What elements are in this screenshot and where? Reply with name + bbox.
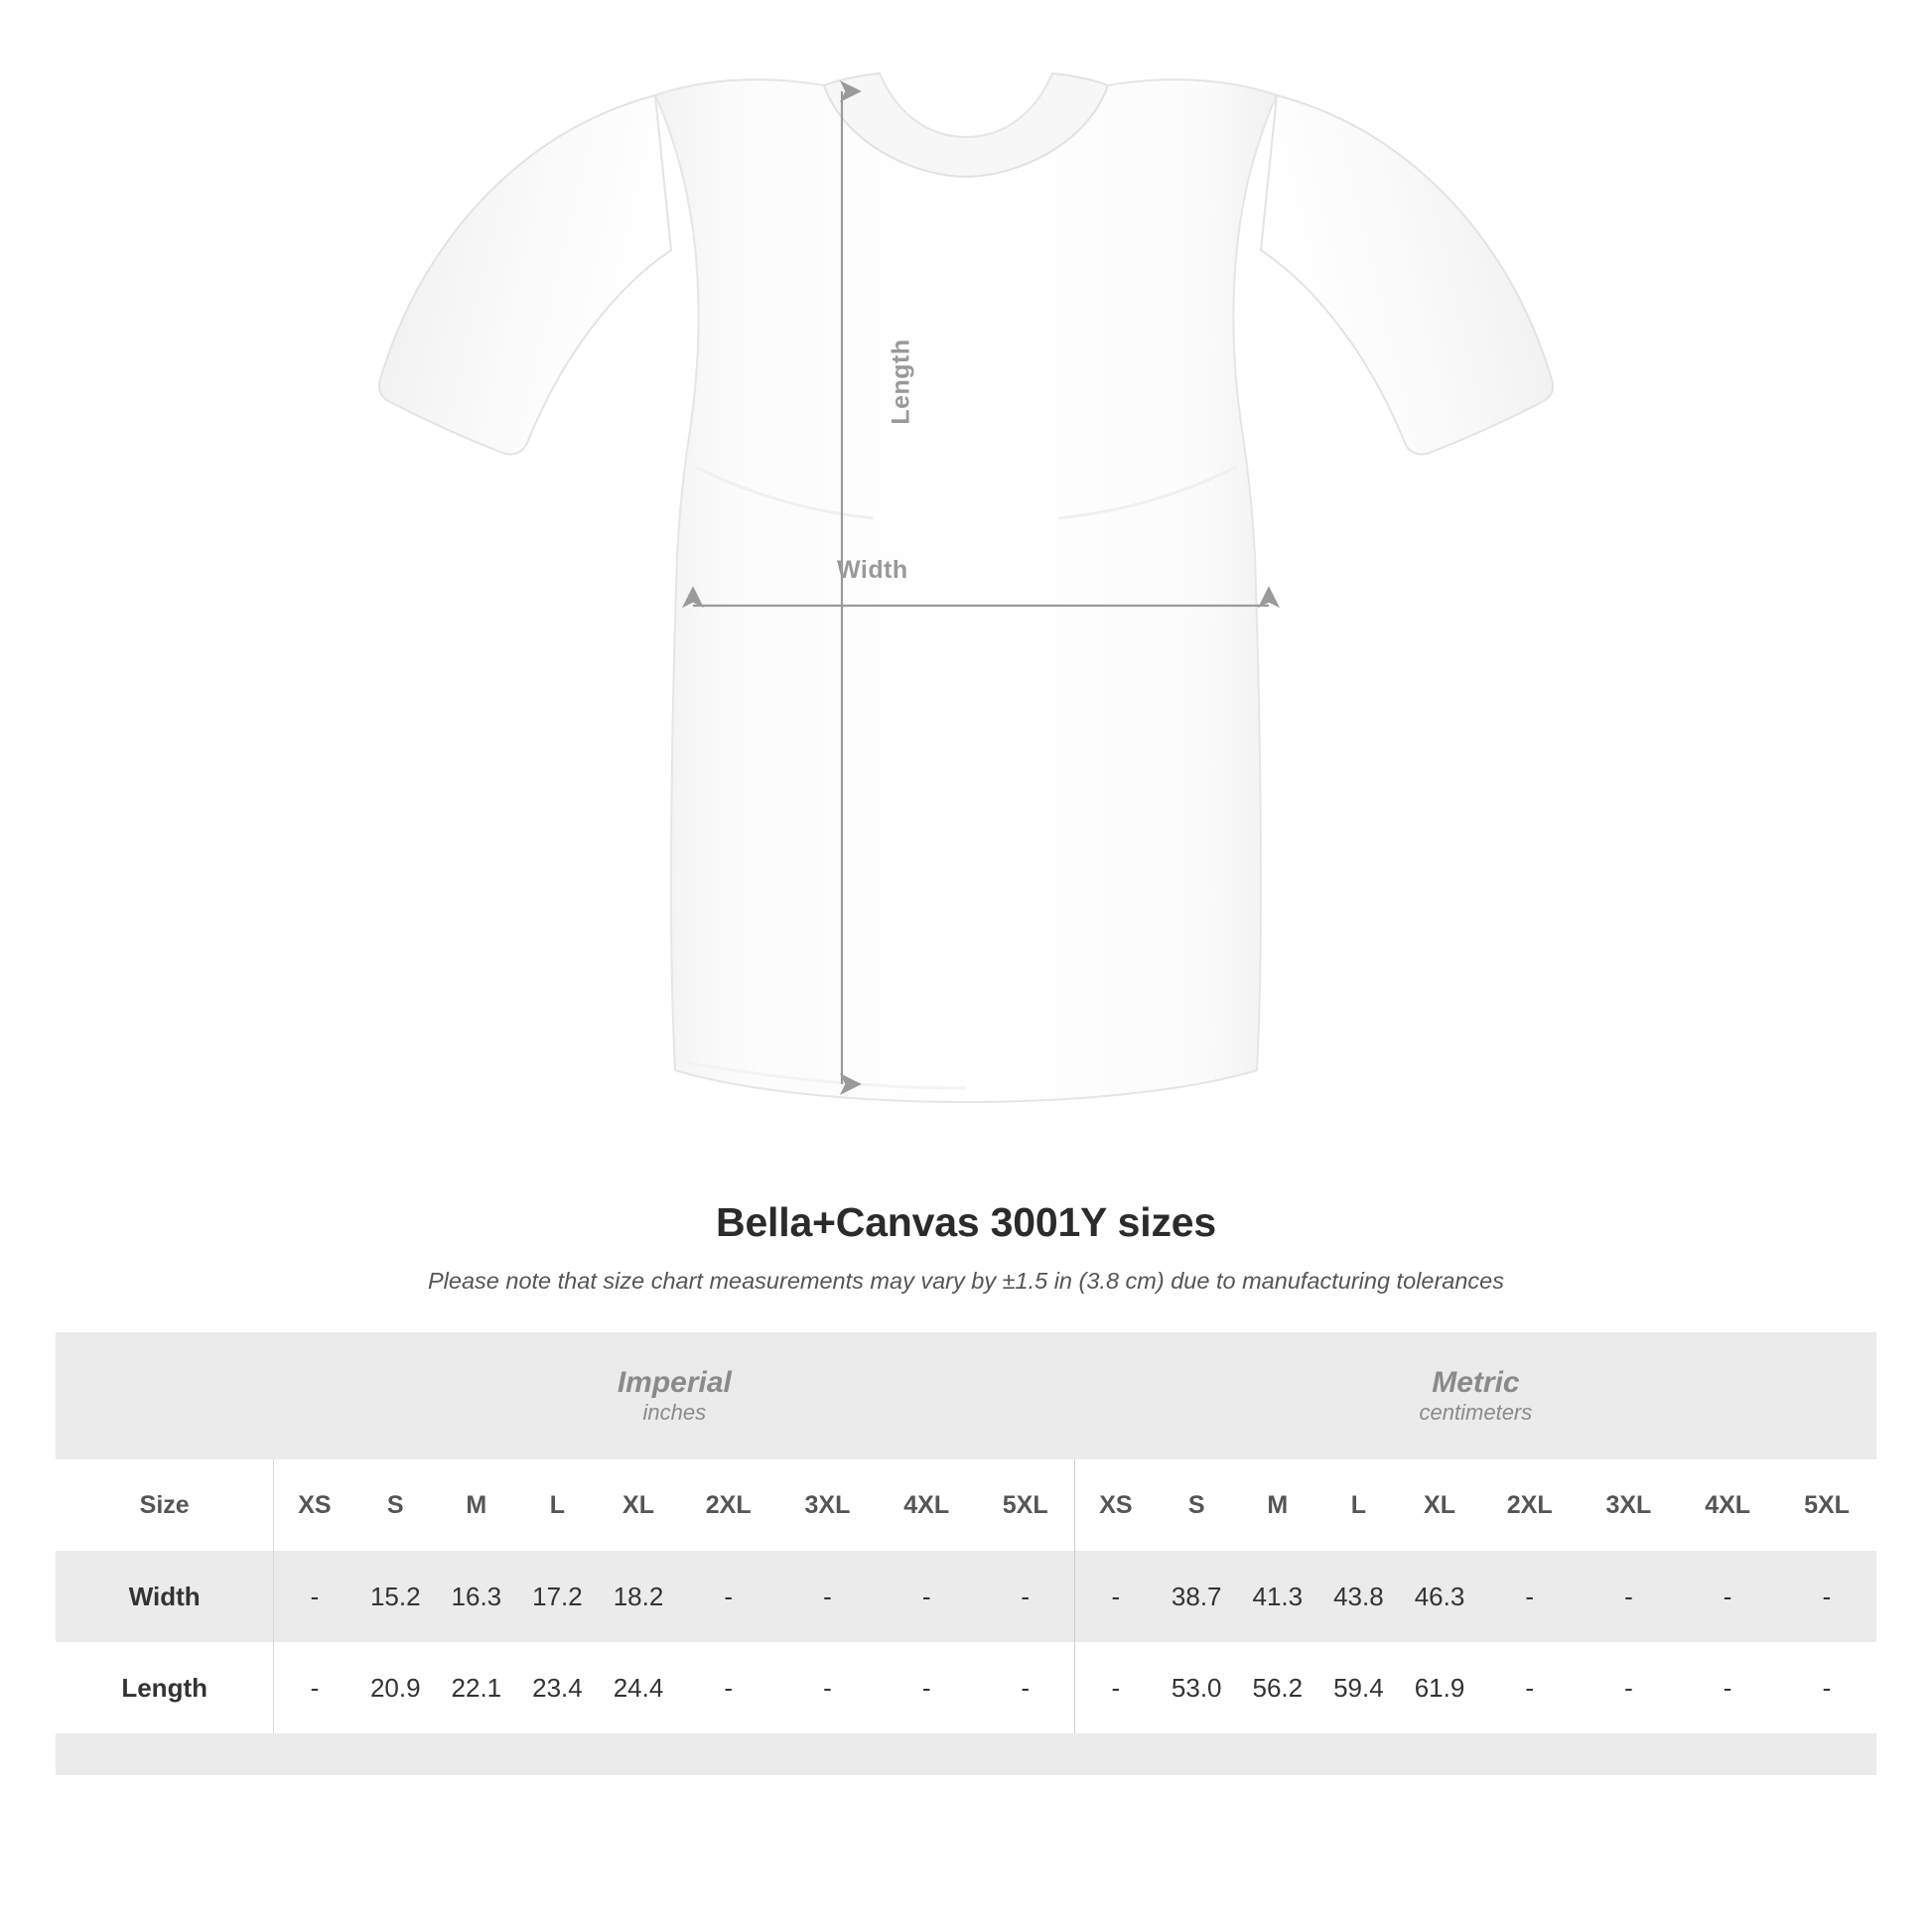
cell-width-imperial-xl: 18.2 bbox=[613, 1581, 664, 1611]
size-header-label: Size bbox=[139, 1490, 190, 1519]
page-title: Bella+Canvas 3001Y sizes bbox=[716, 1199, 1216, 1245]
cell-width-metric-s: 38.7 bbox=[1171, 1581, 1222, 1611]
size-header-imperial-5xl: 5XL bbox=[1002, 1490, 1048, 1519]
cell-width-metric-m: 41.3 bbox=[1252, 1581, 1304, 1611]
size-header-imperial-m: M bbox=[466, 1490, 487, 1519]
size-header-metric-m: M bbox=[1267, 1490, 1289, 1519]
size-header-imperial-2xl: 2XL bbox=[705, 1490, 752, 1519]
cell-width-imperial-5xl: - bbox=[1021, 1581, 1031, 1611]
size-header-metric-5xl: 5XL bbox=[1804, 1490, 1850, 1519]
cell-length-imperial-4xl: - bbox=[921, 1672, 931, 1703]
unit-group-metric-sub: centimeters bbox=[1419, 1400, 1533, 1426]
row-label-width: Width bbox=[128, 1581, 201, 1611]
unit-group-imperial-sub: inches bbox=[642, 1400, 707, 1426]
table-footer-strip bbox=[56, 1733, 1876, 1775]
cell-width-metric-5xl: - bbox=[1822, 1581, 1832, 1611]
cell-length-metric-xl: 61.9 bbox=[1414, 1672, 1465, 1703]
cell-width-metric-3xl: - bbox=[1624, 1581, 1633, 1611]
cell-length-metric-3xl: - bbox=[1624, 1672, 1633, 1703]
cell-length-metric-xs: - bbox=[1075, 1642, 1157, 1733]
size-header-imperial-3xl: 3XL bbox=[804, 1490, 851, 1519]
cell-length-metric-4xl: - bbox=[1723, 1672, 1732, 1703]
table-row bbox=[56, 1642, 1876, 1733]
size-header-imperial-l: L bbox=[549, 1490, 566, 1519]
cell-length-imperial-s: 20.9 bbox=[369, 1672, 421, 1703]
size-header-imperial-4xl: 4XL bbox=[903, 1490, 950, 1519]
unit-group-imperial-name: Imperial bbox=[617, 1365, 732, 1399]
cell-length-metric-s: 53.0 bbox=[1171, 1672, 1222, 1703]
size-header-metric-4xl: 4XL bbox=[1705, 1490, 1751, 1519]
length-label: Length bbox=[887, 339, 915, 425]
cell-length-metric-l: 59.4 bbox=[1333, 1672, 1384, 1703]
cell-width-metric-2xl: - bbox=[1525, 1581, 1534, 1611]
title-block bbox=[0, 1199, 1932, 1295]
cell-length-imperial-xl: 24.4 bbox=[613, 1672, 664, 1703]
size-table-wrapper bbox=[56, 1332, 1876, 1733]
cell-width-metric-xl: 46.3 bbox=[1414, 1581, 1465, 1611]
size-header-metric-s: S bbox=[1187, 1490, 1205, 1519]
cell-length-metric-5xl: - bbox=[1822, 1672, 1832, 1703]
cell-length-imperial-3xl: - bbox=[823, 1672, 832, 1703]
unit-header-spacer bbox=[56, 1332, 274, 1459]
cell-length-imperial-m: 22.1 bbox=[451, 1672, 502, 1703]
cell-width-imperial-s: 15.2 bbox=[369, 1581, 421, 1611]
cell-length-imperial-xs: - bbox=[274, 1642, 355, 1733]
cell-width-metric-4xl: - bbox=[1723, 1581, 1732, 1611]
size-header-metric-l: L bbox=[1350, 1490, 1367, 1519]
unit-group-header-row bbox=[56, 1332, 1876, 1459]
row-label-length: Length bbox=[121, 1672, 207, 1703]
size-header-metric-3xl: 3XL bbox=[1605, 1490, 1652, 1519]
cell-width-metric-xs: - bbox=[1075, 1551, 1157, 1642]
cell-width-imperial-m: 16.3 bbox=[451, 1581, 502, 1611]
cell-width-imperial-2xl: - bbox=[724, 1581, 734, 1611]
table-row bbox=[56, 1551, 1876, 1642]
cell-length-metric-2xl: - bbox=[1525, 1672, 1534, 1703]
size-header-metric-xs: XS bbox=[1075, 1459, 1157, 1551]
cell-width-imperial-4xl: - bbox=[921, 1581, 931, 1611]
cell-length-metric-m: 56.2 bbox=[1252, 1672, 1304, 1703]
size-header-metric-2xl: 2XL bbox=[1506, 1490, 1553, 1519]
shirt-shape bbox=[379, 73, 1553, 1102]
size-header-row bbox=[56, 1459, 1876, 1551]
cell-width-metric-l: 43.8 bbox=[1333, 1581, 1384, 1611]
size-header-imperial-s: S bbox=[386, 1490, 404, 1519]
tolerance-note: Please note that size chart measurements may vary by ±1.5 in (3.8 cm) due to manufacturing tolerances bbox=[428, 1268, 1504, 1294]
cell-width-imperial-3xl: - bbox=[823, 1581, 832, 1611]
cell-width-imperial-l: 17.2 bbox=[532, 1581, 583, 1611]
size-header-metric-xl: XL bbox=[1424, 1490, 1455, 1519]
unit-group-metric bbox=[1075, 1332, 1876, 1459]
size-header-imperial-xs: XS bbox=[274, 1459, 355, 1551]
unit-group-metric-name: Metric bbox=[1432, 1365, 1520, 1399]
width-label: Width bbox=[837, 556, 908, 584]
cell-length-imperial-l: 23.4 bbox=[532, 1672, 583, 1703]
size-header-imperial-xl: XL bbox=[622, 1490, 654, 1519]
size-table bbox=[56, 1332, 1876, 1733]
cell-width-imperial-xs: - bbox=[274, 1551, 355, 1642]
cell-length-imperial-5xl: - bbox=[1021, 1672, 1031, 1703]
cell-length-imperial-2xl: - bbox=[724, 1672, 734, 1703]
unit-group-imperial bbox=[274, 1332, 1075, 1459]
